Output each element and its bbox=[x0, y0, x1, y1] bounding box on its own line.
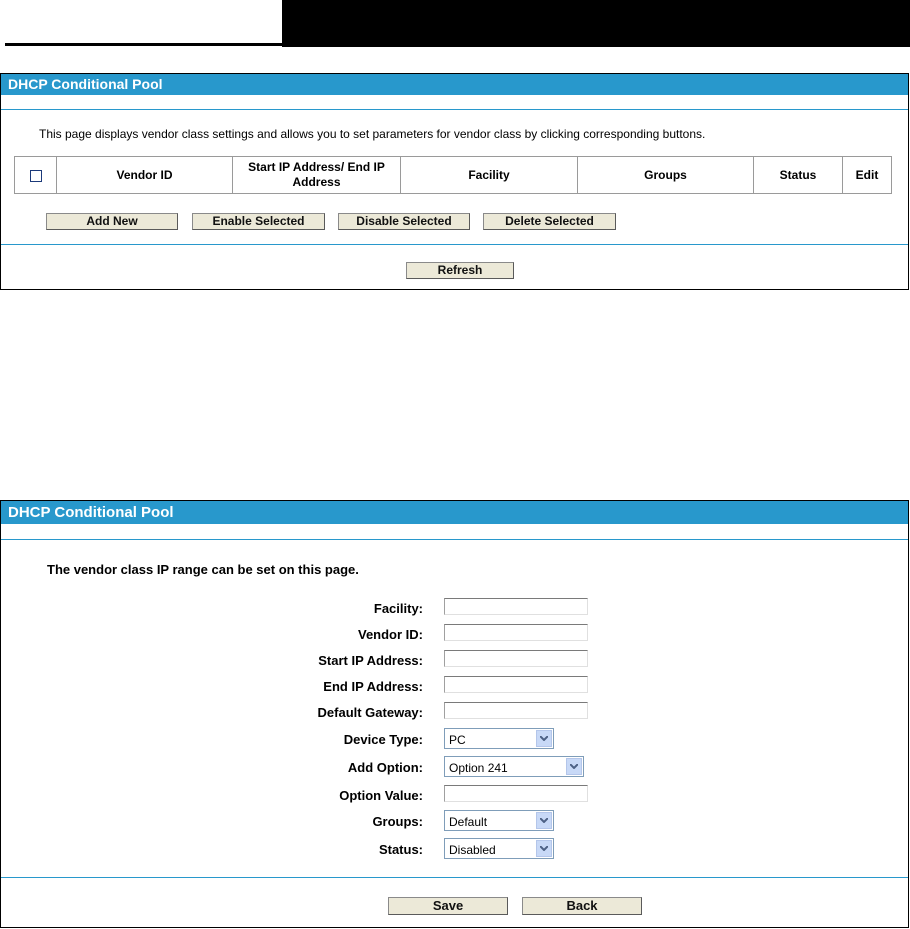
col-facility: Facility bbox=[401, 157, 578, 194]
enable-selected-button[interactable]: Enable Selected bbox=[192, 213, 325, 230]
vendor-id-input[interactable] bbox=[444, 624, 588, 641]
page-description: This page displays vendor class settings and allows you to set parameters for vendor class by clicking corresponding buttons. bbox=[39, 127, 706, 141]
groups-value: Default bbox=[449, 815, 488, 829]
col-vendor-id: Vendor ID bbox=[57, 157, 233, 194]
divider bbox=[1, 539, 908, 540]
select-all-checkbox[interactable] bbox=[30, 170, 42, 182]
start-ip-input[interactable] bbox=[444, 650, 588, 667]
status-value: Disabled bbox=[449, 843, 496, 857]
start-ip-row bbox=[1, 650, 910, 672]
disable-selected-button[interactable]: Disable Selected bbox=[338, 213, 470, 230]
facility-input[interactable] bbox=[444, 598, 588, 615]
panel-title: DHCP Conditional Pool bbox=[1, 74, 908, 95]
default-gateway-row bbox=[1, 702, 910, 724]
device-type-select[interactable] bbox=[444, 728, 554, 749]
refresh-button[interactable]: Refresh bbox=[406, 262, 514, 279]
page-subheading: The vendor class IP range can be set on this page. bbox=[47, 562, 359, 577]
vendor-class-table bbox=[14, 156, 892, 194]
option-value-input[interactable] bbox=[444, 785, 588, 802]
header-banner bbox=[282, 0, 910, 47]
save-button[interactable]: Save bbox=[388, 897, 508, 915]
add-new-button[interactable]: Add New bbox=[46, 213, 178, 230]
groups-label: Groups: bbox=[372, 814, 423, 829]
add-option-select[interactable] bbox=[444, 756, 584, 777]
option-value-label: Option Value: bbox=[339, 788, 423, 803]
vendor-class-list-panel bbox=[0, 73, 909, 290]
select-all-cell[interactable] bbox=[15, 157, 57, 194]
start-ip-label: Start IP Address: bbox=[318, 653, 423, 668]
facility-label: Facility: bbox=[373, 601, 423, 616]
device-type-row bbox=[1, 728, 910, 750]
chevron-down-icon[interactable] bbox=[536, 812, 552, 829]
status-label: Status: bbox=[378, 842, 423, 857]
divider bbox=[1, 244, 908, 245]
add-option-value: Option 241 bbox=[449, 761, 508, 775]
col-ip-range-line1: Start IP Address/ End IP bbox=[248, 160, 385, 174]
col-status: Status bbox=[754, 157, 843, 194]
device-type-label: Device Type: bbox=[343, 732, 423, 747]
back-button[interactable]: Back bbox=[522, 897, 642, 915]
vendor-id-label: Vendor ID: bbox=[357, 627, 423, 642]
end-ip-input[interactable] bbox=[444, 676, 588, 693]
page-header bbox=[0, 0, 910, 50]
status-select[interactable] bbox=[444, 838, 554, 859]
vendor-class-edit-panel bbox=[0, 500, 909, 928]
col-groups: Groups bbox=[578, 157, 754, 194]
default-gateway-input[interactable] bbox=[444, 702, 588, 719]
add-option-row bbox=[1, 756, 910, 778]
add-option-label: Add Option: bbox=[347, 760, 423, 775]
status-row bbox=[1, 838, 910, 860]
header-rule bbox=[5, 43, 282, 46]
facility-row bbox=[1, 598, 910, 620]
table-header-row bbox=[15, 157, 892, 194]
default-gateway-label: Default Gateway: bbox=[317, 705, 423, 720]
end-ip-label: End IP Address: bbox=[323, 679, 423, 694]
end-ip-row bbox=[1, 676, 910, 698]
chevron-down-icon[interactable] bbox=[566, 758, 582, 775]
divider bbox=[1, 109, 908, 110]
col-ip-range bbox=[233, 157, 401, 194]
option-value-row bbox=[1, 785, 910, 807]
chevron-down-icon[interactable] bbox=[536, 730, 552, 747]
delete-selected-button[interactable]: Delete Selected bbox=[483, 213, 616, 230]
panel-title: DHCP Conditional Pool bbox=[1, 501, 908, 524]
groups-row bbox=[1, 810, 910, 832]
chevron-down-icon[interactable] bbox=[536, 840, 552, 857]
device-type-value: PC bbox=[449, 733, 466, 747]
col-ip-range-line2: Address bbox=[292, 175, 341, 189]
col-edit: Edit bbox=[843, 157, 892, 194]
groups-select[interactable] bbox=[444, 810, 554, 831]
divider bbox=[1, 877, 908, 878]
vendor-id-row bbox=[1, 624, 910, 646]
